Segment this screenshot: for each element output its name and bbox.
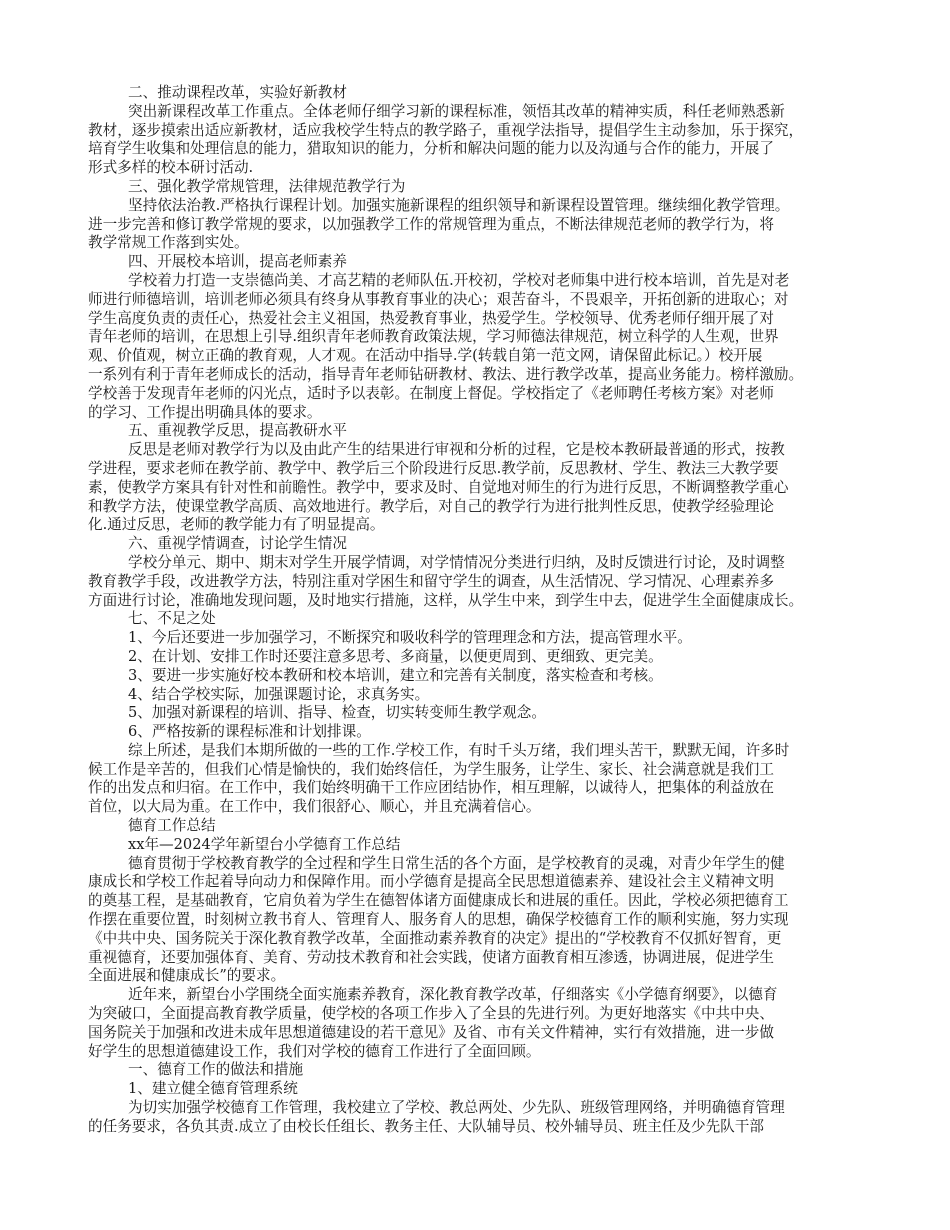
text-line: 学生高度负责的责任心，热爱社会主义祖国，热爱教育事业，热爱学生。学校领导、优秀老师仔细开展了对	[88, 309, 774, 327]
text-line: 学校着力打造一支崇德尚美、才高艺精的老师队伍.开校初，学校对老师集中进行校本培训，首先是对老	[128, 271, 790, 289]
text-line: 6、严格按新的课程标准和计划排课。	[128, 723, 371, 741]
text-line: 1、建立健全德育管理系统	[128, 1080, 298, 1098]
text-line: 一、德育工作的做法和措施	[128, 1061, 304, 1079]
text-line: 1、今后还要进一步加强学习，不断探究和吸收科学的管理理念和方法，提高管理水平。	[128, 629, 692, 647]
text-line: 学进程，要求老师在教学前、教学中、教学后三个阶段进行反思.教学前，反思教材、学生、教法三大教学要	[88, 459, 779, 477]
text-line: 教育教学手段，改进教学方法，特别注重对学困生和留守学生的调查，从生活情况、学习情况、心理素养多	[88, 572, 774, 590]
text-line: 德育贯彻于学校教育教学的全过程和学生日常生活的各个方面，是学校教育的灵魂，对青少年学生的健	[128, 854, 785, 872]
text-line: 近年来，新望台小学围绕全面实施素养教育，深化教育教学改革，仔细落实《小学德育纲要》，以德育	[128, 986, 778, 1004]
text-line: 作的出发点和归宿。在工作中，我们始终明确干工作应团结协作，相互理解，以诚待人，把集体的利益放在	[88, 779, 774, 797]
text-line: 青年老师的培训，在思想上引导.组织青年老师教育政策法规，学习师德法律规范，树立科学的人生观，世界	[88, 328, 779, 346]
text-line: 的任务要求，各负其责.成立了由校长任组长、教务主任、大队辅导员、校外辅导员、班主任及少先队干部	[88, 1117, 764, 1135]
text-line: 重视德育，还要加强体育、美育、劳动技术教育和社会实践，使诸方面教育相互渗透，协调进展，促进学生	[88, 948, 774, 966]
text-line: 候工作是辛苦的，但我们心情是愉快的，我们始终信任，为学生服务，让学生、家长、社会满意就是我们工	[88, 760, 774, 778]
text-line: 反思是老师对教学行为以及由此产生的结果进行审视和分析的过程，它是校本教研最普通的形式，按教	[128, 441, 785, 459]
text-line: 培育学生收集和处理信息的能力，猎取知识的能力，分析和解决问题的能力以及沟通与合作的能力，开展了	[88, 140, 774, 158]
text-line: 五、重视教学反思，提高教研水平	[128, 422, 347, 440]
text-line: 教材，逐步摸索出适应新教材，适应我校学生特点的教学路子，重视学法指导，提倡学生主动参加，乐于探究，	[88, 121, 804, 139]
text-line: 师进行师德培训，培训老师必须具有终身从事教育事业的决心；艰苦奋斗，不畏艰辛，开拓创新的进取心；对	[88, 290, 789, 308]
text-line: 的奠基工程，是基础教育，它肩负着为学生在德智体诸方面健康成长和进展的重任。因此，学校必须把德育工	[88, 892, 789, 910]
text-line: 4、结合学校实际，加强课题讨论，求真务实。	[128, 685, 430, 703]
text-line: 教学常规工作落到实处。	[88, 234, 249, 252]
text-line: 化.通过反思，老师的教学能力有了明显提高。	[88, 516, 385, 534]
text-line: 为切实加强学校德育工作管理，我校建立了学校、教总两处、少先队、班级管理网络，并明确德育管理	[128, 1099, 785, 1117]
text-line: 德育工作总结	[128, 817, 216, 835]
text-line: 3、要进一步实施好校本教研和校本培训，建立和完善有关制度，落实检查和考核。	[128, 666, 663, 684]
text-line: 为突破口，全面提高教育教学质量，使学校的各项工作步入了全县的先进行列。为更好地落实《中共中央、	[88, 1005, 774, 1023]
text-line: 学校善于发现青年老师的闪光点，适时予以表彰。在制度上督促。学校指定了《老师聘任考核方案》对老师	[88, 384, 774, 402]
text-line: 四、开展校本培训，提高老师素养	[128, 253, 347, 271]
text-line: 三、强化教学常规管理，法律规范教学行为	[128, 177, 406, 195]
text-line: 方面进行讨论，准确地发现问题，及时地实行措施，这样，从学生中来，到学生中去，促进学生全面健康成长。	[88, 591, 804, 609]
text-line: 作摆在重要位置，时刻树立教书育人、管理育人、服务育人的思想，确保学校德育工作的顺利实施，努力实现	[88, 911, 789, 929]
text-line: 好学生的思想道德建设工作，我们对学校的德育工作进行了全面回顾。	[88, 1042, 541, 1060]
text-line: 全面进展和健康成长”的要求。	[88, 967, 286, 985]
text-line: 5、加强对新课程的培训、指导、检查，切实转变师生教学观念。	[128, 704, 546, 722]
text-line: xx年—2024学年新望台小学德育工作总结	[128, 835, 401, 853]
text-line: 首位，以大局为重。在工作中，我们很舒心、顺心，并且充满着信心。	[88, 798, 541, 816]
text-line: 坚持依法治教.严格执行课程计划。加强实施新课程的组织领导和新课程设置管理。继续细化教学管理。	[128, 196, 790, 214]
text-line: 的学习、工作提出明确具体的要求。	[88, 403, 322, 421]
text-line: 综上所述，是我们本期所做的一些的工作.学校工作，有时千头万绪，我们埋头苦干，默默无闻，许多时	[128, 741, 790, 759]
text-line: 国务院关于加强和改进未成年思想道德建设的若干意见》及省、市有关文件精神，实行有效措施，进一步做	[88, 1023, 774, 1041]
text-line: 一系列有利于青年老师成长的活动，指导青年老师钻研教材、教法、进行教学改革，提高业务能力。榜样激励。	[88, 365, 804, 383]
text-line: 《中共中央、国务院关于深化教育教学改革，全面推动素养教育的决定》提出的“学校教育不仅抓好智育，更	[88, 929, 782, 947]
text-line: 突出新课程改革工作重点。全体老师仔细学习新的课程标准，领悟其改革的精神实质，科任老师熟悉新	[128, 102, 785, 120]
text-line: 进一步完善和修订教学常规的要求，以加强教学工作的常规管理为重点，不断法律规范老师的教学行为，将	[88, 215, 774, 233]
text-line: 二、推动课程改革，实验好新教材	[128, 84, 347, 101]
text-line: 2、在计划、安排工作时还要注意多思考、多商量，以便更周到、更细致、更完美。	[128, 647, 663, 665]
text-line: 观、价值观，树立正确的教育观，人才观。在活动中指导.学(转载自第一范文网，请保留此标记。）校开展	[88, 347, 763, 365]
text-line: 六、重视学情调查，讨论学生情况	[128, 535, 347, 553]
text-line: 七、不足之处	[128, 610, 216, 628]
text-line: 康成长和学校工作起着导向动力和保障作用。而小学德育是提高全民思想道德素养、建设社会主义精神文明	[88, 873, 774, 891]
text-line: 形式多样的校本研讨活动.	[88, 159, 254, 177]
text-line: 素，使教学方案具有针对性和前瞻性。教学中，要求及时、自觉地对师生的行为进行反思，不断调整教学重心	[88, 478, 789, 496]
text-line: 学校分单元、期中、期末对学生开展学情调，对学情情况分类进行归纳，及时反馈进行讨论，及时调整	[128, 553, 785, 571]
text-line: 和教学方法，使课堂教学高质、高效地进行。教学后，对自己的教学行为进行批判性反思，使教学经验理论	[88, 497, 774, 515]
